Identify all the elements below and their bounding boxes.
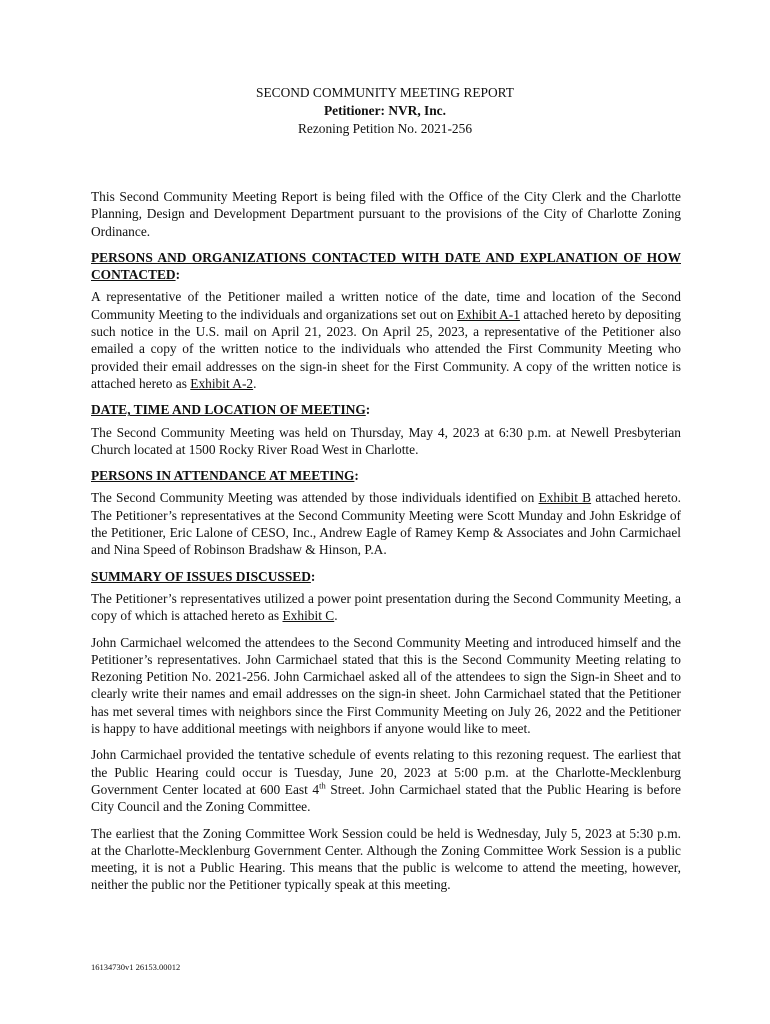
summary-paragraph-1 <box>91 590 681 625</box>
exhibit-a1-reference: Exhibit A-1 <box>456 306 520 322</box>
exhibit-a2-reference: Exhibit A-2 <box>190 375 254 391</box>
paragraph-text: A representative of the Petitioner mailed a written notice of the date, time and location of the Second Community Meeting to the individuals and organizations set out on <box>91 289 681 322</box>
heading-text: SUMMARY OF ISSUES DISCUSSED <box>91 568 311 584</box>
paragraph-text: . <box>253 375 257 391</box>
exhibit-b-reference: Exhibit B <box>538 490 592 506</box>
document-footer-id: 16134730v1 26153.00012 <box>91 962 181 972</box>
paragraph-text: attached hereto. The Petitioner’s representatives at the Second Community Meeting were Scott Munday and John Eskridge of the Petitioner, Eric Lalone of CESO, Inc., Andrew Eagle of Ramey Kemp & Associates and John Carmichael and Nina Speed of Robinson Bradshaw & Hinson, P.A. <box>91 490 681 558</box>
section-heading-contacted <box>91 249 681 284</box>
paragraph-text: The Petitioner’s representatives utilized a power point presentation during the Second Community Meeting, a copy of which is attached hereto as <box>91 590 681 624</box>
paragraph-text: attached hereto by depositing such notice in the U.S. mail on April 21, 2023. On April 25, 2023, a representative of the Petitioner also emailed a copy of the written notice to the individuals who attended the First Community Meeting who provided their email addresses on the sign-in sheet for the First Community. A copy of the written notice is attached hereto as <box>91 306 681 391</box>
paragraph-text: The Second Community Meeting was attended by those individuals identified on <box>91 490 539 506</box>
meeting-paragraph: The Second Community Meeting was held on Thursday, May 4, 2023 at 6:30 p.m. at Newell Presbyterian Church located at 1500 Rocky River Road West in Charlotte. <box>91 424 681 457</box>
section-heading-summary <box>91 568 681 585</box>
ordinal-suffix: th <box>319 780 326 791</box>
intro-paragraph: This Second Community Meeting Report is being filed with the Office of the City Clerk and the Charlotte Planning, Design and Development Department pursuant to the provisions of the City of Charlotte Zoning Ordinance. <box>91 189 681 239</box>
section-heading-attendance <box>91 467 681 484</box>
report-title: SECOND COMMUNITY MEETING REPORT <box>256 85 514 100</box>
report-header <box>0 84 770 138</box>
paragraph-text: . <box>334 608 338 624</box>
heading-text: PERSONS IN ATTENDANCE AT MEETING <box>91 468 355 484</box>
heading-text: PERSONS AND ORGANIZATIONS CONTACTED WITH DATE AND EXPLANATION OF HOW CONTACTED <box>91 249 681 283</box>
paragraph-text: Street. John Carmichael stated that the Public Hearing is before City Council and the Zoning Committee. <box>91 781 681 815</box>
contacted-paragraph <box>91 288 681 392</box>
petition-number: Rezoning Petition No. 2021-256 <box>297 121 473 136</box>
exhibit-c-reference: Exhibit C <box>282 608 335 624</box>
summary-paragraph-2: John Carmichael welcomed the attendees to the Second Community Meeting and introduced himself and the Petitioner’s representatives. John Carmichael stated that this is the Second Community Meeting relating to Rezoning Petition No. 2021-256. John Carmichael asked all of the attendees to sign the Sign-in Sheet and to clearly write their names and email addresses on the sign-in sheet. John Carmichael stated that the Petitioner has met several times with neighbors since the First Community Meeting on July 26, 2022 and the Petitioner is happy to have additional meetings with neighbors if anyone would like to meet. <box>91 634 681 737</box>
summary-paragraph-4: The earliest that the Zoning Committee Work Session could be held is Wednesday, July 5, 2023 at 5:30 p.m. at the Charlotte-Mecklenburg Government Center. Although the Zoning Committee Work Session is a public meeting, it is not a Public Hearing. This means that the public is welcome to attend the meeting, however, neither the public nor the Petitioner typically speak at this meeting. <box>91 825 681 893</box>
petitioner-line: Petitioner: NVR, Inc. <box>324 103 446 118</box>
heading-colon: : <box>354 468 359 484</box>
paragraph-text: John Carmichael provided the tentative schedule of events relating to this rezoning request. The earliest that the Public Hearing could occur is Tuesday, June 20, 2023 at 5:00 p.m. at the Charlotte-Mecklenburg Government Center located at 600 East 4 <box>91 747 681 797</box>
attendance-paragraph <box>91 489 681 558</box>
heading-colon: : <box>310 568 316 584</box>
heading-colon: : <box>365 402 371 418</box>
section-heading-meeting <box>91 401 681 418</box>
summary-paragraph-3 <box>91 746 681 815</box>
report-body <box>91 188 681 903</box>
heading-colon: : <box>175 267 181 283</box>
heading-text: DATE, TIME AND LOCATION OF MEETING <box>91 402 366 418</box>
